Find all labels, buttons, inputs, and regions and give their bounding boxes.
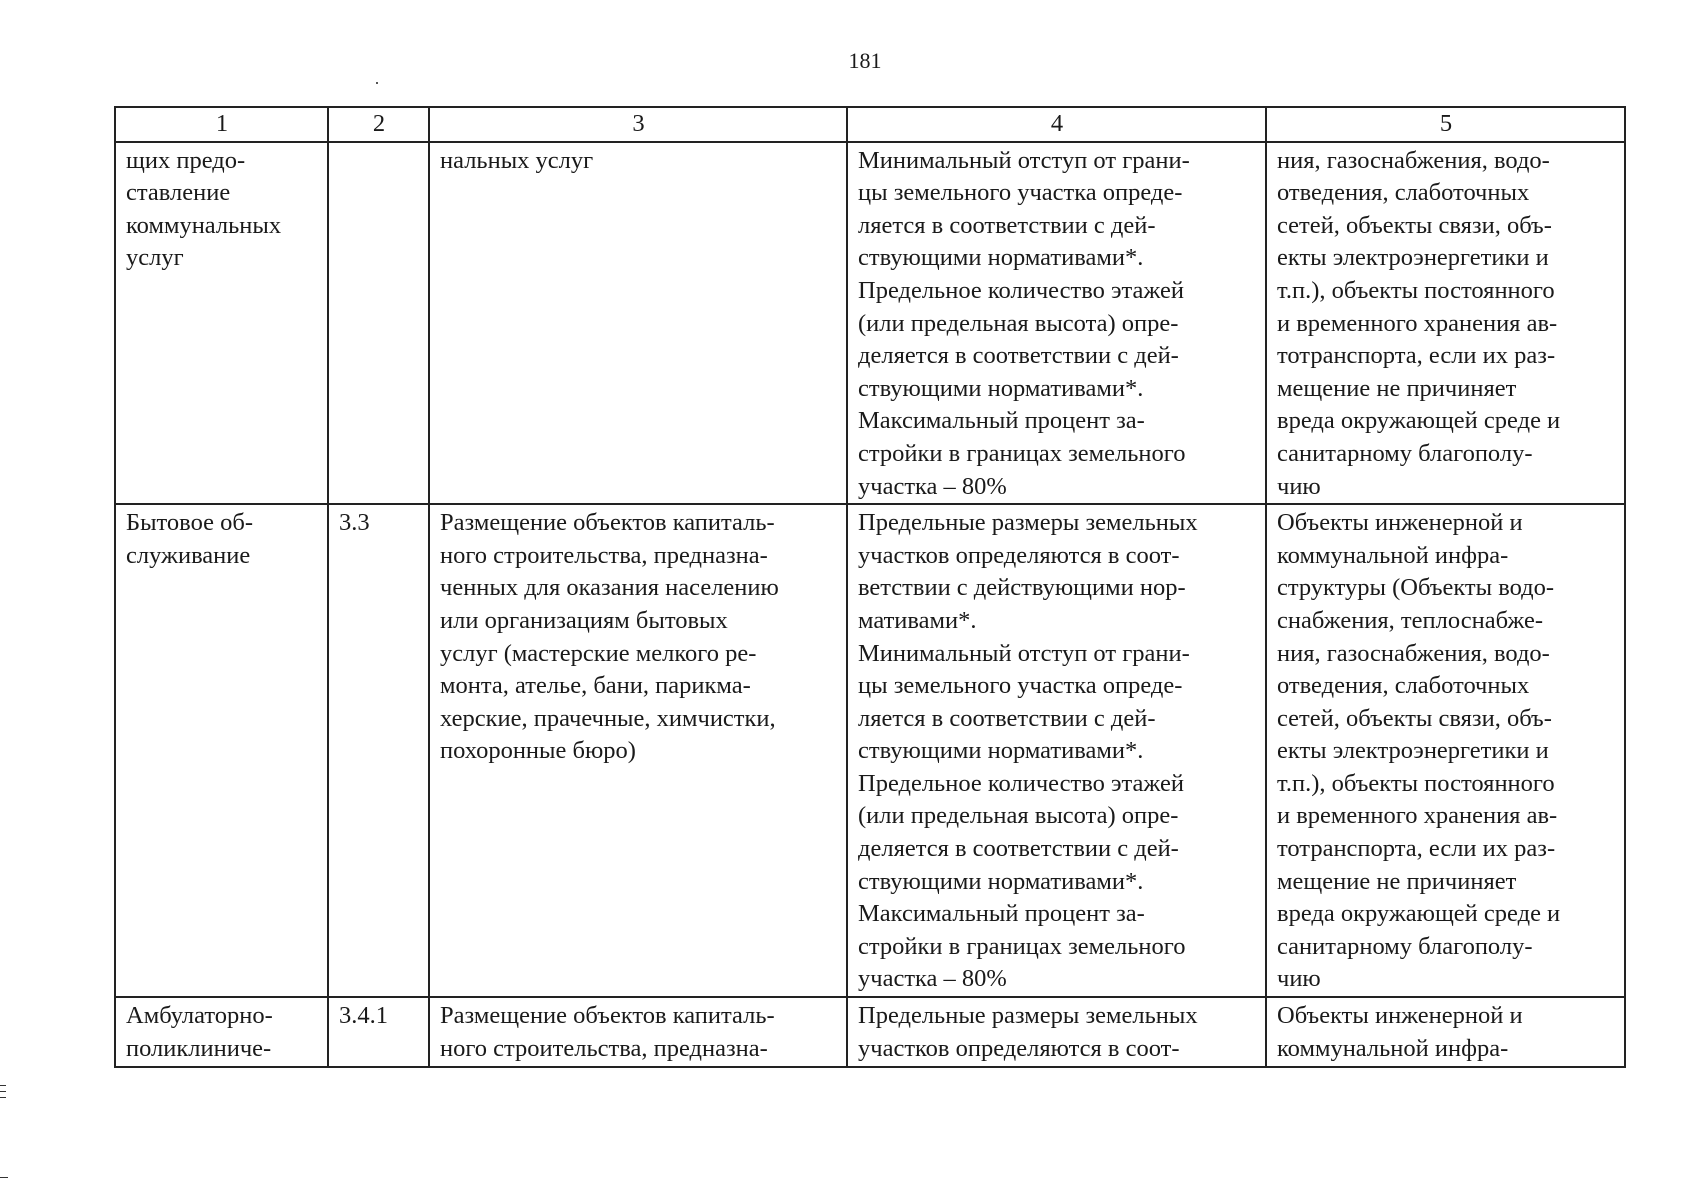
regulations-table bbox=[114, 106, 1626, 1068]
header-cell-5: 5 bbox=[1266, 107, 1625, 142]
scan-edge-mark bbox=[0, 1091, 6, 1092]
land-use-description: Размещение объектов капиталь- ного строительства, предназна- ченных для оказания населению или организациям бытовых услуг (мастерские мелкого ре- монта, ателье, бани, парикма- херские, прачечные, химчистки, похоронные бюро) bbox=[429, 504, 847, 997]
page-number: 181 bbox=[848, 48, 882, 73]
table-body bbox=[115, 142, 1625, 1067]
land-use-name: Бытовое об- служивание bbox=[115, 504, 328, 997]
land-use-code bbox=[328, 142, 429, 505]
auxiliary-uses: Объекты инженерной и коммунальной инфра- bbox=[1266, 997, 1625, 1067]
scan-edge-mark bbox=[0, 1085, 6, 1086]
land-use-description: нальных услуг bbox=[429, 142, 847, 505]
header-cell-3: 3 bbox=[429, 107, 847, 142]
header-cell-1: 1 bbox=[115, 107, 328, 142]
header-row bbox=[115, 107, 1625, 142]
auxiliary-uses: Объекты инженерной и коммунальной инфра- структуры (Объекты водо- снабжения, теплоснабже- ния, газоснабжения, водо- отведения, слаботочных сетей, объекты связи, объ- екты электроэнергетики и т.п.), объекты постоянного и временного хранения ав- тотранспорта, если их раз- мещение не причиняет вреда окружающей среде и санитарному благополу- чию bbox=[1266, 504, 1625, 997]
land-use-name: щих предо- ставление коммунальных услуг bbox=[115, 142, 328, 505]
auxiliary-uses: ния, газоснабжения, водо- отведения, слаботочных сетей, объекты связи, объ- екты электроэнергетики и т.п.), объекты постоянного и временного хранения ав- тотранспорта, если их раз- мещение не причиняет вреда окружающей среде и санитарному благополу- чию bbox=[1266, 142, 1625, 505]
building-parameters: Предельные размеры земельных участков определяются в соот- ветствии с действующими нор- мативами*. Минимальный отступ от грани- цы земельного участка опреде- ляется в соответствии с дей- ствующими нормативами*. Предельное количество этажей (или предельная высота) опре- деляется в соответствии с дей- ствующими нормативами*. Максимальный процент за- стройки в границах земельного участка – 80% bbox=[847, 504, 1266, 997]
table-row bbox=[115, 504, 1625, 997]
table-row bbox=[115, 142, 1625, 505]
header-cell-2: 2 bbox=[328, 107, 429, 142]
land-use-name: Амбулаторно- поликлиниче- bbox=[115, 997, 328, 1067]
land-use-code: 3.3 bbox=[328, 504, 429, 997]
scan-edge-mark bbox=[0, 1177, 8, 1178]
land-use-code: 3.4.1 bbox=[328, 997, 429, 1067]
scan-edge-mark bbox=[0, 1097, 6, 1098]
header-cell-4: 4 bbox=[847, 107, 1266, 142]
scan-dot bbox=[376, 82, 378, 84]
table-header bbox=[115, 107, 1625, 142]
building-parameters: Минимальный отступ от грани- цы земельного участка опреде- ляется в соответствии с дей- ствующими нормативами*. Предельное количество этажей (или предельная высота) опре- деляется в соответствии с дей- ствующими нормативами*. Максимальный процент за- стройки в границах земельного участка – 80% bbox=[847, 142, 1266, 505]
land-use-description: Размещение объектов капиталь- ного строительства, предназна- bbox=[429, 997, 847, 1067]
table-row bbox=[115, 997, 1625, 1067]
building-parameters: Предельные размеры земельных участков определяются в соот- bbox=[847, 997, 1266, 1067]
